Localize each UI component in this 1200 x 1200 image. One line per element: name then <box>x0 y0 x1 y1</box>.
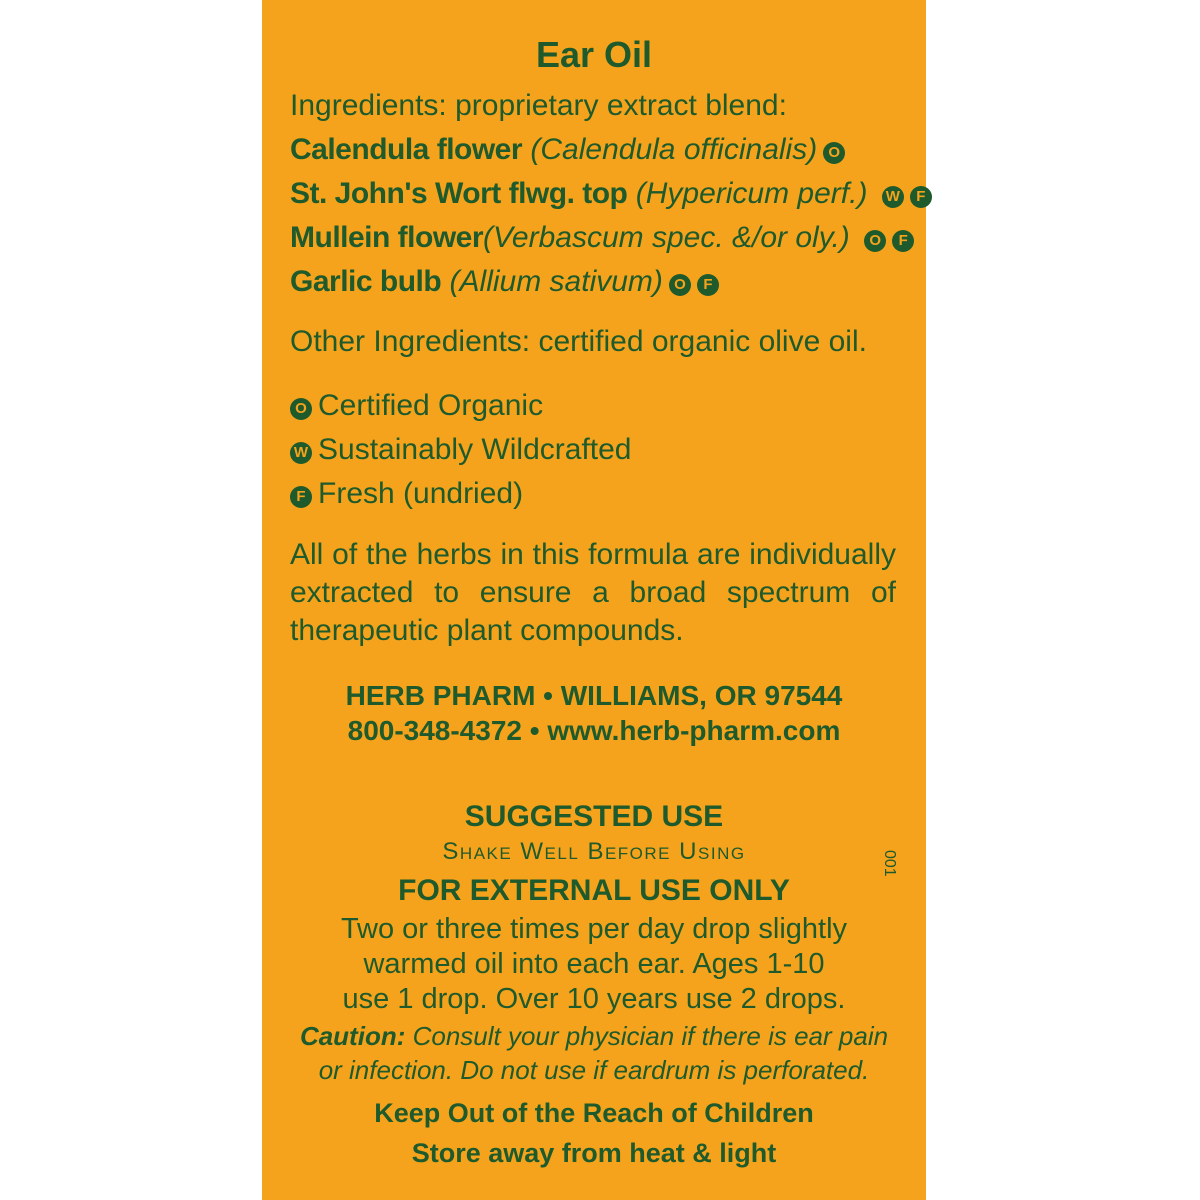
ingredient-name: St. John's Wort flwg. top <box>290 177 628 210</box>
caution-label: Caution: <box>299 1021 406 1051</box>
fresh-icon: F <box>892 230 914 252</box>
caution-text: Caution: Consult your physician if there is ear pain or infection. Do not use if eardrum is perforated. <box>299 1021 889 1085</box>
organic-icon: O <box>864 230 886 252</box>
ingredient-name: Mullein flower <box>290 221 484 254</box>
ingredient-latin: (Allium sativum) <box>449 265 663 298</box>
formula-note: All of the herbs in this formula are individually extracted to ensure a broad spectrum of therapeutic plant compounds. <box>290 538 896 647</box>
ingredient-row <box>290 260 896 304</box>
product-title: Ear Oil <box>535 34 653 75</box>
legend-item: W Sustainably Wildcrafted <box>290 428 896 472</box>
ingredient-row <box>290 172 926 216</box>
lot-code: 001 <box>881 850 898 877</box>
shake-note: Shake Well Before Using <box>442 838 746 865</box>
ingredients-header: Ingredients: proprietary extract blend: <box>290 89 787 122</box>
suggested-use-title: SUGGESTED USE <box>464 800 724 833</box>
fresh-icon: F <box>697 274 719 296</box>
product-label <box>262 0 926 1200</box>
legend-item: F Fresh (undried) <box>290 472 896 516</box>
organic-icon: O <box>669 274 691 296</box>
other-ingredients: Other Ingredients: certified organic olive oil. <box>290 325 867 358</box>
wildcrafted-icon: W <box>882 186 904 208</box>
legend-item: O Certified Organic <box>290 384 896 428</box>
organic-icon: O <box>290 398 312 420</box>
ingredient-name: Garlic bulb <box>290 265 442 298</box>
ingredient-latin: (Calendula officinalis) <box>530 133 818 166</box>
ingredient-row <box>290 128 896 172</box>
ingredients-section <box>290 84 926 304</box>
external-use-warning: FOR EXTERNAL USE ONLY <box>398 874 790 907</box>
fresh-icon: F <box>910 186 932 208</box>
ingredient-latin: (Hypericum perf.) <box>635 177 868 210</box>
organic-icon: O <box>823 142 845 164</box>
directions: Two or three times per day drop slightly warmed oil into each ear. Ages 1-10 use 1 drop. Over 10 years use 2 drops. <box>340 913 848 1015</box>
ingredient-name: Calendula flower <box>290 133 523 166</box>
storage-warnings: Keep Out of the Reach of Children Store away from heat & light <box>374 1098 814 1168</box>
fresh-icon: F <box>290 486 312 508</box>
ingredient-row <box>290 216 908 260</box>
symbol-legend <box>290 384 896 516</box>
suggested-use-section <box>262 800 926 1173</box>
ingredient-latin: (Verbascum spec. &/or oly.) <box>483 221 850 254</box>
company-address: HERB PHARM • WILLIAMS, OR 97544 800-348-4372 • www.herb-pharm.com <box>345 680 843 746</box>
wildcrafted-icon: W <box>290 442 312 464</box>
